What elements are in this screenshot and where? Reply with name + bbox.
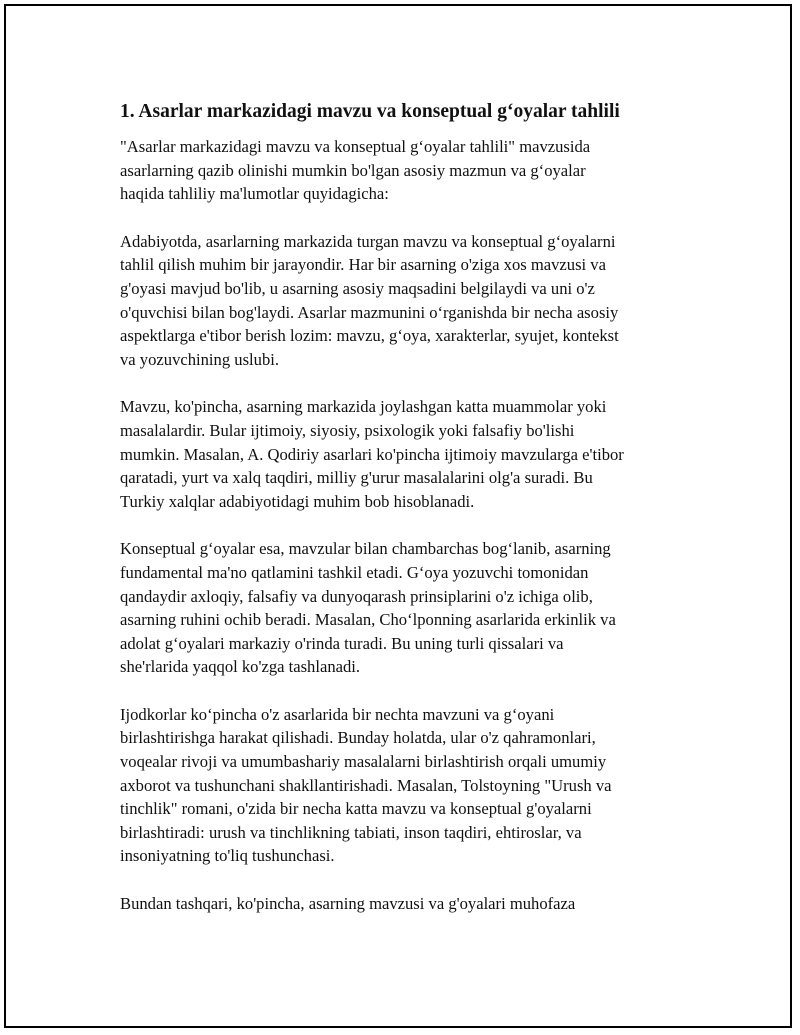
text-line: Mavzu, ko'pincha, asarning markazida joylashgan katta muammolar yoki	[120, 397, 607, 417]
document-page	[4, 4, 792, 1028]
text-line: masalalardir. Bular ijtimoiy, siyosiy, psixologik yoki falsafiy bo'lishi	[120, 420, 575, 440]
text-line: aspektlarga e'tibor berish lozim: mavzu, g‘oya, xarakterlar, syujet, kontekst	[120, 326, 619, 346]
paragraph-additional	[120, 892, 690, 916]
text-line: asarning ruhini ochib beradi. Masalan, Cho‘lponning asarlarida erkinlik va	[120, 610, 616, 630]
text-line: tahlil qilish muhim bir jarayondir. Har bir asarning o'ziga xos mavzusi va	[120, 255, 606, 275]
text-line: Turkiy xalqlar adabiyotidagi muhim bob hisoblanadi.	[120, 491, 475, 511]
text-line: Konseptual g‘oyalar esa, mavzular bilan chambarchas bog‘lanib, asarning	[120, 539, 611, 559]
text-line: va yozuvchining uslubi.	[120, 349, 280, 369]
text-line: "Asarlar markazidagi mavzu va konseptual g‘oyalar tahlili" mavzusida	[120, 137, 591, 156]
text-line: Bundan tashqari, ko'pincha, asarning mavzusi va g'oyalari muhofaza	[120, 894, 576, 914]
text-line: birlashtiradi: urush va tinchlikning tabiati, inson taqdiri, ehtiroslar, va	[120, 822, 582, 842]
paragraph-concepts	[120, 537, 690, 679]
text-line: o'quvchisi bilan bog'laydi. Asarlar mazmunini o‘rganishda bir necha asosiy	[120, 302, 619, 322]
paragraph-literature	[120, 230, 690, 372]
text-line: voqealar rivoji va umumbashariy masalalarni birlashtirish orqali umumiy	[120, 752, 607, 772]
section-title: 1. Asarlar markazidagi mavzu va konseptual g‘oyalar tahlili	[120, 101, 620, 122]
text-line: haqida tahliliy ma'lumotlar quyidagicha:	[120, 184, 389, 204]
text-line: qandaydir axloqiy, falsafiy va dunyoqarash prinsiplarini o'z ichiga olib,	[120, 586, 593, 606]
text-line: axborot va tushunchani shakllantirishadi. Masalan, Tolstoyning "Urush va	[120, 775, 612, 795]
text-line: fundamental ma'no qatlamini tashkil etadi. G‘oya yozuvchi tomonidan	[120, 562, 589, 582]
text-line: asarlarning qazib olinishi mumkin bo'lgan asosiy mazmun va g‘oyalar	[120, 160, 586, 180]
text-line: she'rlarida yaqqol ko'zga tashlanadi.	[120, 657, 361, 677]
text-line: mumkin. Masalan, A. Qodiriy asarlari ko'pincha ijtimoiy mavzularga e'tibor	[120, 444, 624, 464]
paragraph-creators	[120, 703, 690, 868]
text-line: birlashtirishga harakat qilishadi. Bunday holatda, ular o'z qahramonlari,	[120, 728, 596, 748]
text-line: Adabiyotda, asarlarning markazida turgan mavzu va konseptual g‘oyalarni	[120, 231, 616, 251]
text-line: Ijodkorlar ko‘pincha o'z asarlarida bir nechta mavzuni va g‘oyani	[120, 704, 555, 724]
text-line: qaratadi, yurt va xalq taqdiri, milliy g'urur masalalarini olg'a suradi. Bu	[120, 468, 593, 488]
document-body	[120, 99, 690, 940]
text-line: adolat g‘oyalari markaziy o'rinda turadi. Bu uning turli qissalari va	[120, 633, 564, 653]
paragraph-intro	[120, 135, 690, 206]
text-line: g'oyasi mavjud bo'lib, u asarning asosiy maqsadini belgilaydi va uni o'z	[120, 278, 595, 298]
paragraph-theme	[120, 395, 690, 513]
text-line: insoniyatning to'liq tushunchasi.	[120, 846, 335, 866]
text-line: tinchlik" romani, o'zida bir necha katta mavzu va konseptual g'oyalarni	[120, 799, 592, 819]
